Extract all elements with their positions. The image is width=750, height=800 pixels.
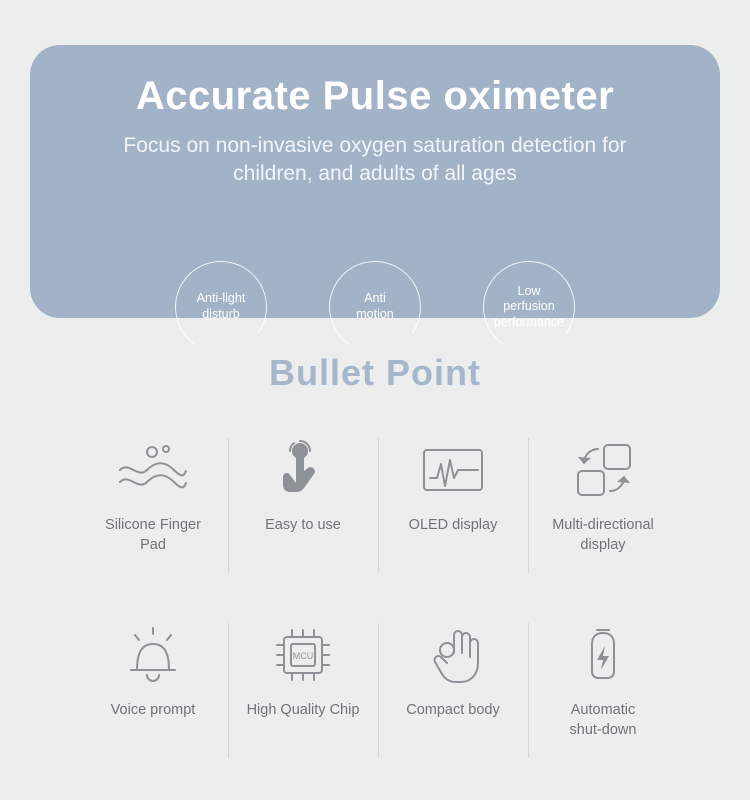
- battery-bolt-icon: [580, 615, 626, 695]
- ok-hand-icon: [424, 615, 482, 695]
- feature-label: Silicone Finger Pad: [105, 517, 201, 553]
- feature-label: Voice prompt: [110, 702, 196, 718]
- svg-text:MCU: MCU: [292, 651, 314, 661]
- feature-grid: [78, 424, 678, 794]
- feature-cell-voice-prompt: [78, 609, 228, 794]
- feature-label: Compact body: [406, 702, 500, 718]
- hero-badge-label: Low perfusion performance: [493, 283, 565, 329]
- feature-label: Multi-directional display: [552, 517, 654, 553]
- feature-cell-high-quality-chip: [228, 609, 378, 794]
- section-title: Bullet Point: [269, 352, 481, 393]
- hero-banner: [30, 45, 720, 329]
- feature-cell-easy-to-use: [228, 424, 378, 609]
- feature-cell-multi-directional-display: [528, 424, 678, 609]
- hero-badge-anti-motion: [329, 261, 421, 353]
- feature-cell-automatic-shut-down: [528, 609, 678, 794]
- feature-label: Easy to use: [265, 517, 341, 533]
- hero-badge-low-perfusion: [483, 261, 575, 353]
- hero-badge-anti-light-disturb: [175, 261, 267, 353]
- hero-subtitle: Focus on non-invasive oxygen saturation detection for children, and adults of all ages: [123, 134, 627, 186]
- bell-icon: [121, 615, 185, 695]
- multi-directional-display-icon: [568, 430, 638, 510]
- hand-tap-icon: [275, 430, 331, 510]
- feature-cell-compact-body: [378, 609, 528, 794]
- feature-label: Automatic shut-down: [569, 702, 637, 738]
- oled-display-icon: [418, 430, 488, 510]
- page-title: Accurate Pulse oximeter: [135, 74, 615, 118]
- hero-badge-group: [30, 261, 720, 353]
- feature-cell-silicone-finger-pad: [78, 424, 228, 609]
- silicone-finger-pad-icon: [116, 430, 190, 510]
- feature-row: [78, 424, 678, 609]
- feature-row: [78, 609, 678, 794]
- hero-badge-label: Anti-light disturb: [196, 291, 246, 321]
- mcu-chip-icon: [272, 615, 334, 695]
- hero-badge-label: Anti motion: [356, 291, 394, 321]
- feature-cell-oled-display: [378, 424, 528, 609]
- feature-label: High Quality Chip: [246, 702, 360, 718]
- feature-label: OLED display: [408, 517, 498, 533]
